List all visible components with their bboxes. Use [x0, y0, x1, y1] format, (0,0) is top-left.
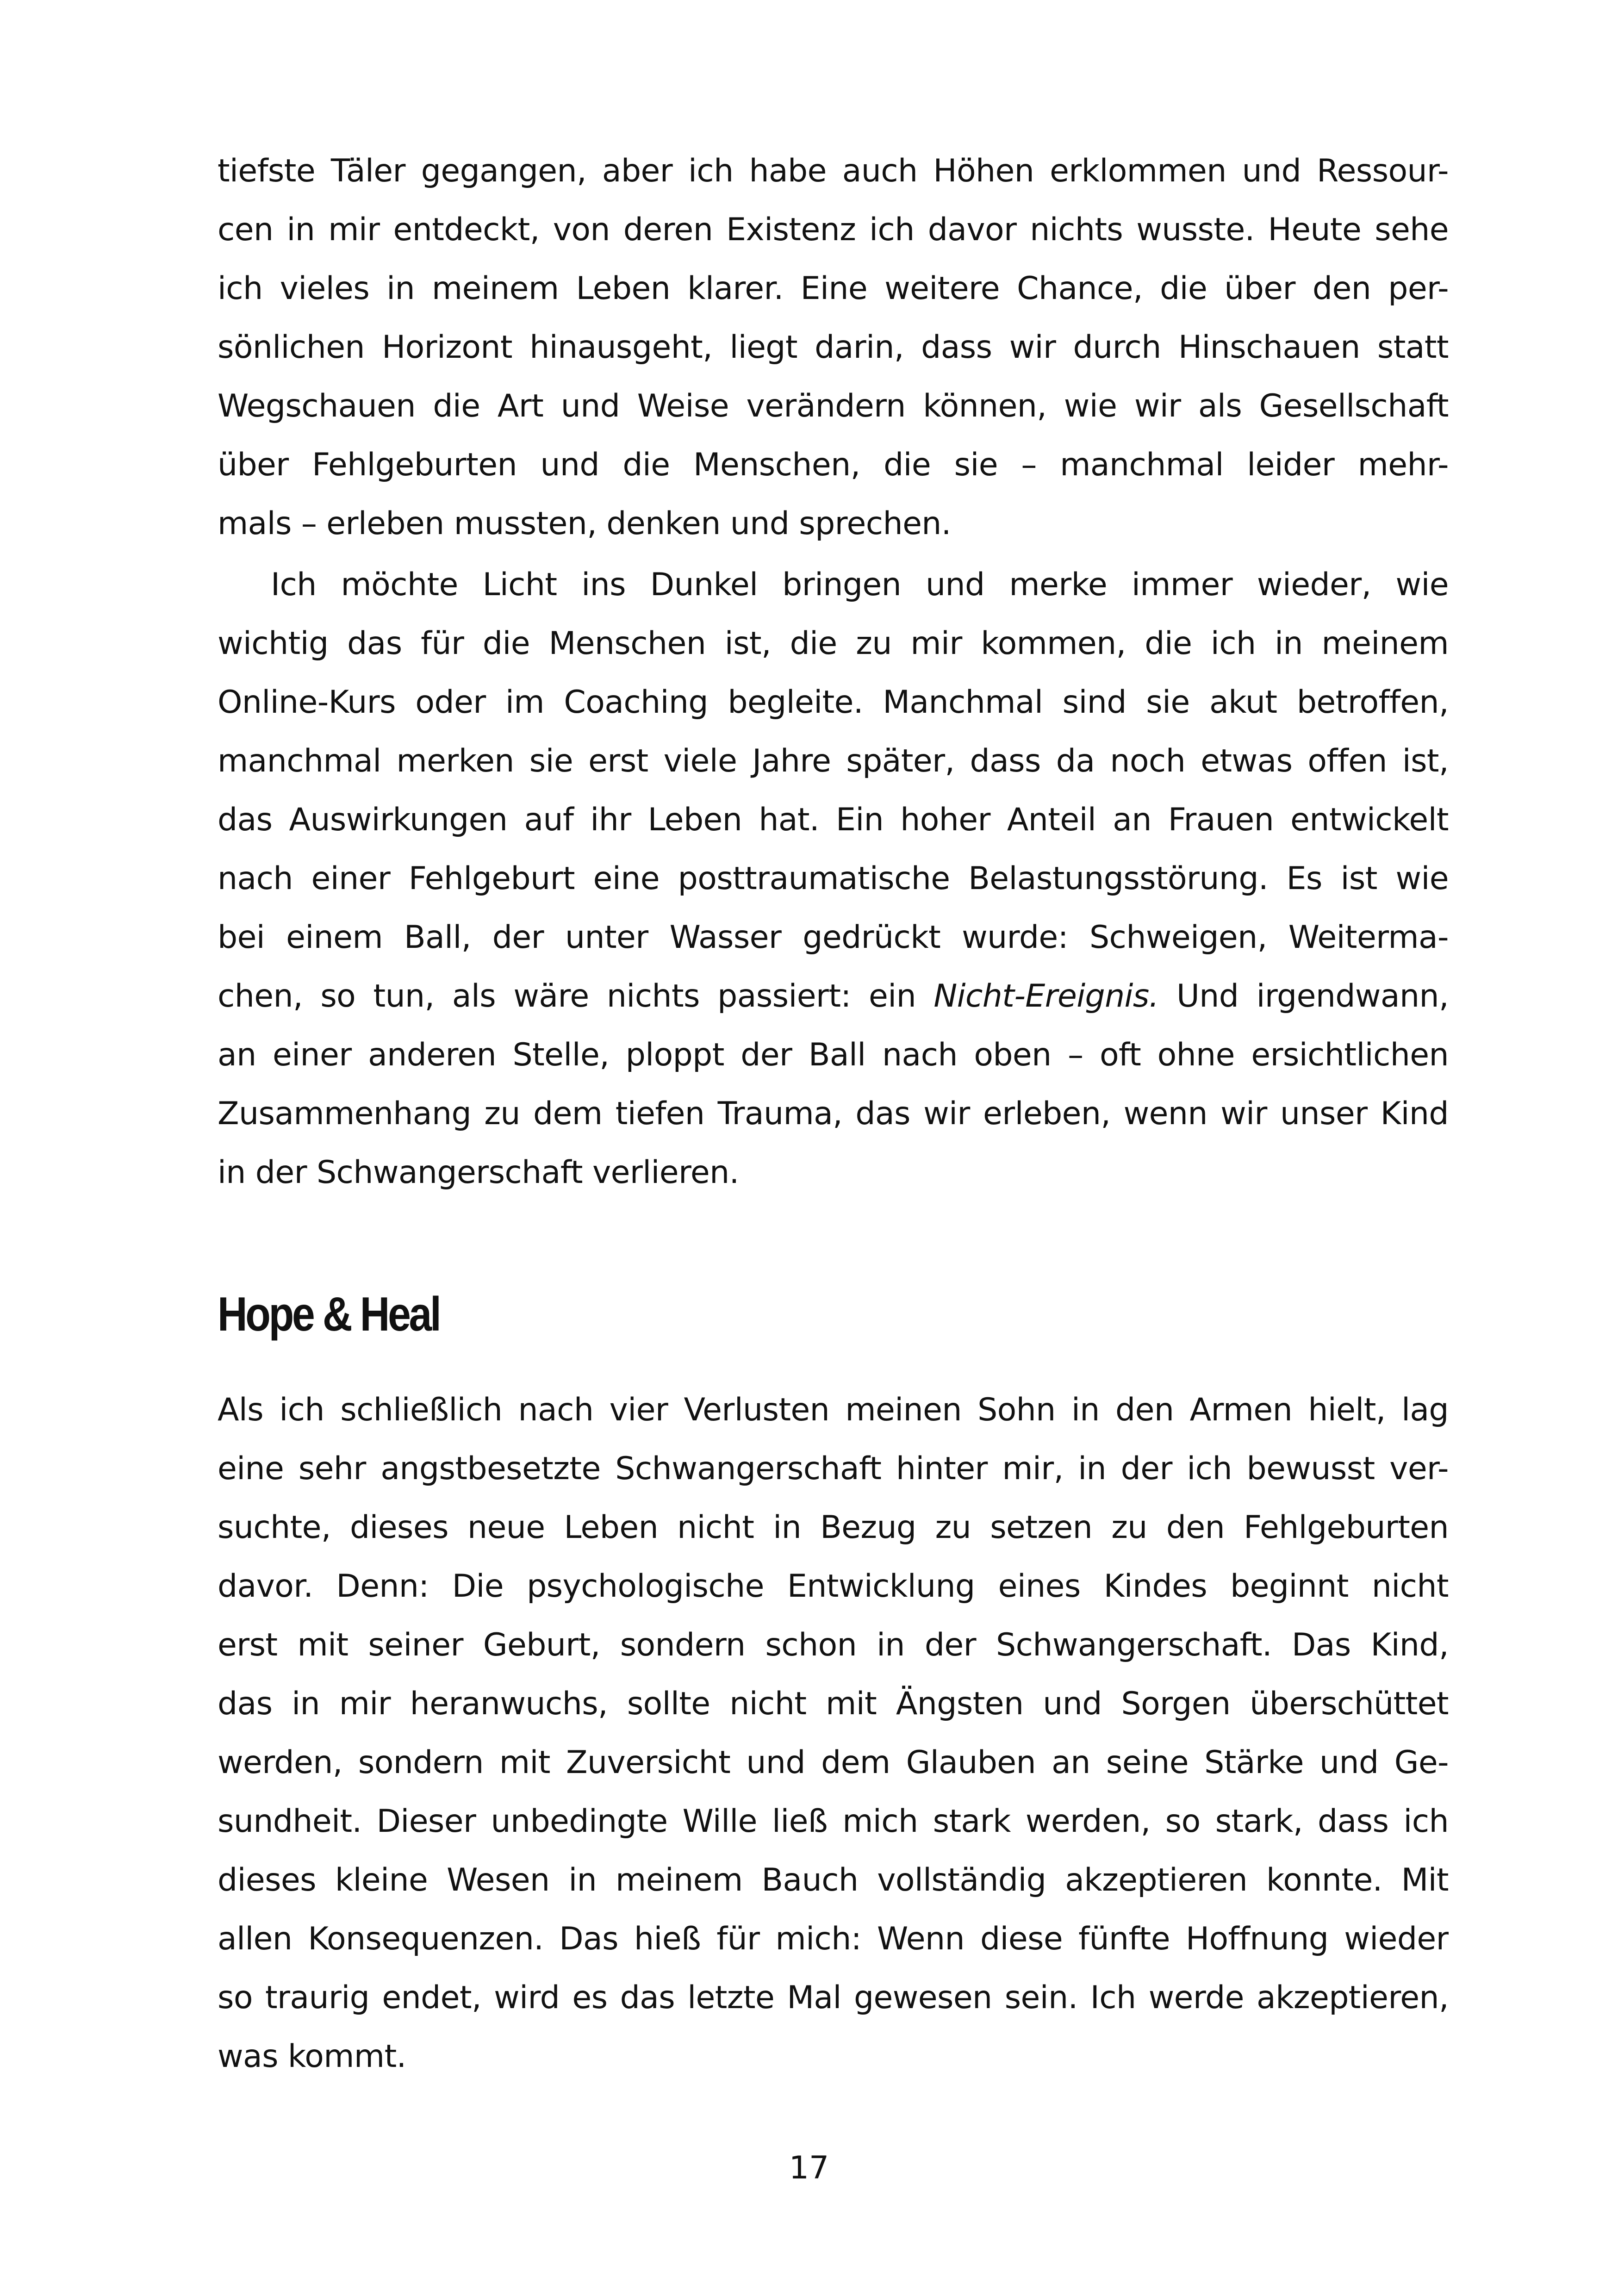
text-line: Zusammenhang zu dem tiefen Trauma, das wir erleben, wenn wir unser Kind — [218, 1095, 1449, 1132]
text-line: manchmal merken sie erst viele Jahre später, dass da noch etwas offen ist, — [218, 743, 1449, 779]
text-line: cen in mir entdeckt, von deren Existenz ich davor nichts wusste. Heute sehe — [218, 212, 1449, 248]
section-heading: Hope & Heal — [218, 1288, 440, 1341]
text-line: tiefste Täler gegangen, aber ich habe auch Höhen erklommen und Ressour- — [218, 153, 1449, 189]
text-line: suchte, dieses neue Leben nicht in Bezug zu setzen zu den Fehlgeburten — [218, 1509, 1449, 1546]
text-line: Als ich schließlich nach vier Verlusten meinen Sohn in den Armen hielt, lag — [218, 1392, 1449, 1428]
text-line: davor. Denn: Die psychologische Entwicklung eines Kindes beginnt nicht — [218, 1568, 1449, 1605]
text-run: Und irgendwann, — [1158, 978, 1449, 1014]
text-line: das in mir heranwuchs, sollte nicht mit Ängsten und Sorgen überschüttet — [218, 1686, 1449, 1722]
page-number: 17 — [789, 2150, 829, 2186]
text-line: sundheit. Dieser unbedingte Wille ließ mich stark werden, so stark, dass ich — [218, 1803, 1449, 1840]
paragraph-2 — [218, 555, 1449, 1202]
text-line: erst mit seiner Geburt, sondern schon in der Schwangerschaft. Das Kind, — [218, 1627, 1449, 1663]
text-line: was kommt. — [218, 2038, 406, 2075]
text-line: in der Schwangerschaft verlieren. — [218, 1154, 739, 1191]
text-line: mals – erleben mussten, denken und sprechen. — [218, 505, 951, 542]
text-line: Ich möchte Licht ins Dunkel bringen und merke immer wieder, wie — [271, 566, 1449, 603]
text-line: Online-Kurs oder im Coaching begleite. Manchmal sind sie akut betroffen, — [218, 684, 1449, 721]
text-line — [218, 967, 1449, 1026]
text-run: chen, so tun, als wäre nichts passiert: ein — [218, 978, 934, 1014]
text-line: werden, sondern mit Zuversicht und dem Glauben an seine Stärke und Ge- — [218, 1744, 1449, 1781]
paragraph-1 — [218, 142, 1449, 553]
text-line: Wegschauen die Art und Weise verändern können, wie wir als Gesellschaft — [218, 388, 1449, 424]
text-line: so traurig endet, wird es das letzte Mal gewesen sein. Ich werde akzeptieren, — [218, 1979, 1449, 2016]
text-line: das Auswirkungen auf ihr Leben hat. Ein hoher Anteil an Frauen entwickelt — [218, 802, 1449, 838]
text-line: bei einem Ball, der unter Wasser gedrückt wurde: Schweigen, Weiterma- — [218, 919, 1449, 956]
text-line: ich vieles in meinem Leben klarer. Eine weitere Chance, die über den per- — [218, 270, 1449, 307]
emphasized-term: Nicht-Ereignis. — [933, 978, 1159, 1014]
text-line: eine sehr angstbesetzte Schwangerschaft hinter mir, in der ich bewusst ver- — [218, 1450, 1449, 1487]
text-line: über Fehlgeburten und die Menschen, die sie – manchmal leider mehr- — [218, 447, 1449, 483]
text-line: sönlichen Horizont hinausgeht, liegt darin, dass wir durch Hinschauen statt — [218, 329, 1449, 366]
text-line: an einer anderen Stelle, ploppt der Ball nach oben – oft ohne ersichtlichen — [218, 1037, 1449, 1073]
text-line: nach einer Fehlgeburt eine posttraumatische Belastungsstörung. Es ist wie — [218, 860, 1449, 897]
text-line: wichtig das für die Menschen ist, die zu mir kommen, die ich in meinem — [218, 625, 1449, 662]
text-line: allen Konsequenzen. Das hieß für mich: Wenn diese fünfte Hoffnung wieder — [218, 1921, 1449, 1957]
paragraph-3 — [218, 1381, 1449, 2086]
text-line: dieses kleine Wesen in meinem Bauch vollständig akzeptieren konnte. Mit — [218, 1862, 1449, 1898]
